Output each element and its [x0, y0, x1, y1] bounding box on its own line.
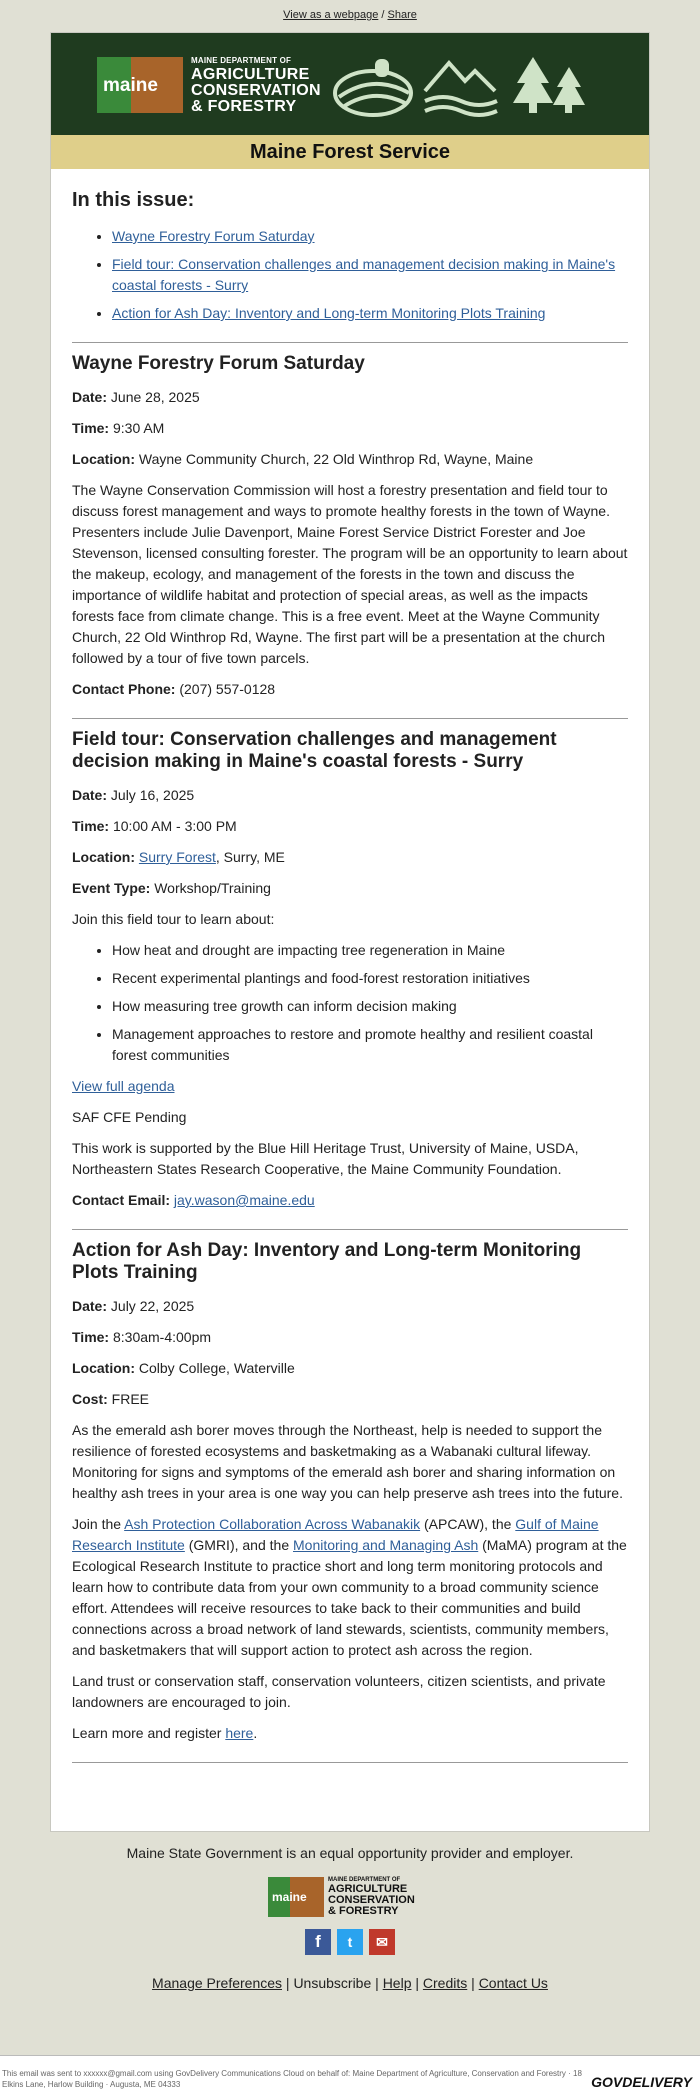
- event3-para1: As the emerald ash borer moves through the Northeast, help is needed to support the resilience of forested ecosystems and basketmaking as a Wabanaki cultural lifeway. Monitoring for signs and symptoms of the emerald ash borer and sharing information on healthy ash trees in your area is one way you can help preserve ash trees into the future.: [72, 1422, 623, 1501]
- toc-item: [112, 226, 628, 247]
- event2-type: [72, 878, 628, 899]
- event3-para2: [72, 1514, 628, 1661]
- event3-title: Action for Ash Day: Inventory and Long-term Monitoring Plots Training: [72, 1240, 582, 1283]
- time-label: Time:: [72, 818, 110, 834]
- link-separator: |: [467, 1975, 479, 1991]
- support-note: This work is supported by the Blue Hill Heritage Trust, University of Maine, USDA, Northeastern States Research Cooperative, the Maine Community Foundation.: [72, 1140, 579, 1177]
- topbar-separator: /: [378, 9, 388, 21]
- pine-trees-icon: [513, 57, 585, 113]
- govdelivery-logo: GOVDELIVERY: [591, 2074, 692, 2090]
- event3-cost: [72, 1389, 628, 1410]
- event3-para3: Land trust or conservation staff, conservation volunteers, citizen scientists, and private landowners are encouraged to join.: [72, 1673, 606, 1710]
- top-links: [0, 0, 700, 31]
- divider: [72, 718, 628, 719]
- landscape-icons: [333, 53, 593, 119]
- event3-location: [72, 1358, 628, 1379]
- maine-logo: [97, 57, 183, 113]
- apcaw-link[interactable]: Ash Protection Collaboration Across Wabanakik: [124, 1516, 421, 1532]
- toc-link-ash[interactable]: Action for Ash Day: Inventory and Long-term Monitoring Plots Training: [112, 305, 546, 321]
- view-agenda-link[interactable]: View full agenda: [72, 1078, 175, 1094]
- footer-logo-line-3: CONSERVATION: [328, 1894, 415, 1906]
- location-label: Location:: [72, 849, 135, 865]
- contact-label: Contact Email:: [72, 1192, 171, 1208]
- date-value: June 28, 2025: [107, 389, 200, 405]
- event3-time: [72, 1327, 628, 1348]
- farm-field-icon: [335, 59, 411, 115]
- list-item: • Management approaches to restore and promote healthy and resilient coastal forest communities: [112, 1024, 628, 1066]
- header-banner: [51, 33, 649, 135]
- time-value: 10:00 AM - 3:00 PM: [109, 818, 237, 834]
- divider: [72, 342, 628, 343]
- register-link[interactable]: here: [225, 1725, 254, 1741]
- social-links: [305, 1929, 395, 1957]
- share-link[interactable]: Share: [387, 9, 417, 21]
- help-link[interactable]: Help: [382, 1975, 412, 1991]
- text-fragment: (MaMA) program at the Ecological Research Institute to practice short and long term monitoring protocols and learn how to contribute data from your own community to a broad community science effort. Attendees will receive resources to take back to their communities and build connections across a broad network of land stewards, scientists, community members, and basketmakers that will support action to protect ash across the region.: [72, 1537, 627, 1658]
- newsletter-card: [50, 32, 650, 1832]
- text-fragment: Join the: [72, 1516, 125, 1532]
- event2-topics: [72, 940, 628, 1066]
- text-fragment: Learn more and register: [72, 1725, 226, 1741]
- gmri-link[interactable]: Gulf of Maine Research Institute: [72, 1516, 599, 1553]
- date-label: Date:: [72, 389, 108, 405]
- link-separator: |: [371, 1975, 383, 1991]
- time-value: 8:30am-4:00pm: [109, 1329, 212, 1345]
- footer-logo-mark: [268, 1877, 324, 1917]
- newsletter-content: [51, 189, 649, 1763]
- text-fragment: (APCAW), the: [420, 1516, 516, 1532]
- contact-email-link[interactable]: jay.wason@maine.edu: [173, 1192, 315, 1208]
- event2-time: [72, 816, 628, 837]
- footer-logo-line-1: MAINE DEPARTMENT OF: [328, 1877, 401, 1883]
- event1-date: [72, 387, 628, 408]
- location-rest: , Surry, ME: [215, 849, 285, 865]
- event1-title: Wayne Forestry Forum Saturday: [72, 353, 365, 374]
- date-value: July 16, 2025: [107, 787, 195, 803]
- footer-department-name: [328, 1877, 415, 1917]
- text-fragment: (GMRI), and the: [184, 1537, 293, 1553]
- location-value: Colby College, Waterville: [135, 1360, 295, 1376]
- event2-location: [72, 847, 628, 868]
- divider: [72, 1762, 628, 1763]
- time-value: 9:30 AM: [109, 420, 165, 436]
- footer-logo: [268, 1875, 432, 1921]
- manage-preferences-link[interactable]: Manage Preferences: [152, 1975, 283, 1991]
- facebook-icon[interactable]: f: [305, 1929, 331, 1955]
- link-separator: |: [411, 1975, 423, 1991]
- location-value: Wayne Community Church, 22 Old Winthrop Rd, Wayne, Maine: [135, 451, 534, 467]
- toc-link-wayne[interactable]: Wayne Forestry Forum Saturday: [112, 228, 315, 244]
- footer-logo-line-2: AGRICULTURE: [328, 1883, 408, 1895]
- credits-link[interactable]: Credits: [422, 1975, 468, 1991]
- contact-us-link[interactable]: Contact Us: [478, 1975, 548, 1991]
- disclaimer-text: This email was sent to xxxxxx@gmail.com using GovDelivery Communications Cloud on behalf of: Maine Department of Agriculture, Conservation and Forestry · 18 Elkins Lane, Harlow Building · Augusta, ME 04333: [2, 2069, 582, 2089]
- toc-item: [112, 303, 628, 324]
- logo-line-2: AGRICULTURE: [191, 66, 310, 83]
- time-label: Time:: [72, 1329, 110, 1345]
- event3-date: [72, 1296, 628, 1317]
- agenda-paragraph: [72, 1076, 628, 1097]
- event1-body: The Wayne Conservation Commission will host a forestry presentation and field tour to discuss forest management and ways to promote healthy forests in the town of Wayne. Presenters include Julie Davenport, Maine Forest Service District Forester and Joe Stevenson, licensed consulting forester. The program will be an opportunity to learn about the makeup, ecology, and management of the forests in the town and discuss the importance of wildlife habitat and protection of special areas, as well as the impacts forests face from climate change. This is a free event. Meet at the Wayne Community Church, 22 Old Winthrop Rd, Wayne. The first part will be a presentation at the church followed by a tour of five town parcels.: [72, 482, 628, 666]
- list-item: • How heat and drought are impacting tree regeneration in Maine: [112, 940, 628, 961]
- toc-link-surry[interactable]: Field tour: Conservation challenges and management decision making in Maine's coastal forests - Surry: [112, 256, 616, 293]
- date-label: Date:: [72, 1298, 108, 1314]
- unsubscribe-link[interactable]: Unsubscribe: [293, 1975, 372, 1991]
- event1-location: [72, 449, 628, 470]
- email-icon[interactable]: ✉: [369, 1929, 395, 1955]
- time-label: Time:: [72, 420, 110, 436]
- logo-line-4: & FORESTRY: [191, 98, 297, 115]
- section-title-band: Maine Forest Service: [51, 135, 649, 169]
- contact-value: (207) 557-0128: [175, 681, 276, 697]
- saf-note: SAF CFE Pending: [72, 1109, 187, 1125]
- divider: [72, 1229, 628, 1230]
- footer-links: [0, 1975, 700, 1991]
- mama-link[interactable]: Monitoring and Managing Ash: [293, 1537, 479, 1553]
- logo-line-3: CONSERVATION: [191, 82, 321, 99]
- list-item: • Recent experimental plantings and food-forest restoration initiatives: [112, 968, 628, 989]
- event2-title: Field tour: Conservation challenges and management decision making in Maine's coastal forests - Surry: [72, 729, 557, 772]
- text-fragment: .: [253, 1725, 258, 1741]
- logo-line-1: MAINE DEPARTMENT OF: [191, 56, 292, 65]
- event2-intro: Join this field tour to learn about:: [72, 911, 275, 927]
- footer-logo-line-4: & FORESTRY: [328, 1905, 399, 1917]
- type-label: Event Type:: [72, 880, 151, 896]
- issue-heading: In this issue:: [72, 189, 195, 211]
- event1-time: [72, 418, 628, 439]
- toc-item: [112, 254, 628, 296]
- event3-register: [72, 1723, 628, 1744]
- equal-opportunity-text: Maine State Government is an equal opportunity provider and employer.: [126, 1845, 574, 1861]
- mountain-river-icon: [425, 63, 497, 115]
- event2-contact: [72, 1190, 628, 1211]
- logo-word: maine: [103, 75, 158, 96]
- location-label: Location:: [72, 451, 135, 467]
- issue-toc: [72, 226, 628, 324]
- event2-date: [72, 785, 628, 806]
- govdelivery-footer: [0, 2055, 700, 2098]
- twitter-icon[interactable]: t: [337, 1929, 363, 1955]
- footer-logo-word: maine: [272, 1890, 307, 1904]
- footer: [0, 1845, 700, 1991]
- cost-label: Cost:: [72, 1391, 108, 1407]
- date-value: July 22, 2025: [107, 1298, 195, 1314]
- location-label: Location:: [72, 1360, 135, 1376]
- date-label: Date:: [72, 787, 108, 803]
- view-webpage-link[interactable]: View as a webpage: [283, 9, 379, 21]
- contact-label: Contact Phone:: [72, 681, 176, 697]
- department-name: [191, 57, 321, 115]
- surry-forest-link[interactable]: Surry Forest: [138, 849, 216, 865]
- link-separator: |: [282, 1975, 294, 1991]
- cost-value: FREE: [107, 1391, 150, 1407]
- event1-contact: [72, 679, 628, 700]
- type-value: Workshop/Training: [150, 880, 271, 896]
- list-item: • How measuring tree growth can inform decision making: [112, 996, 628, 1017]
